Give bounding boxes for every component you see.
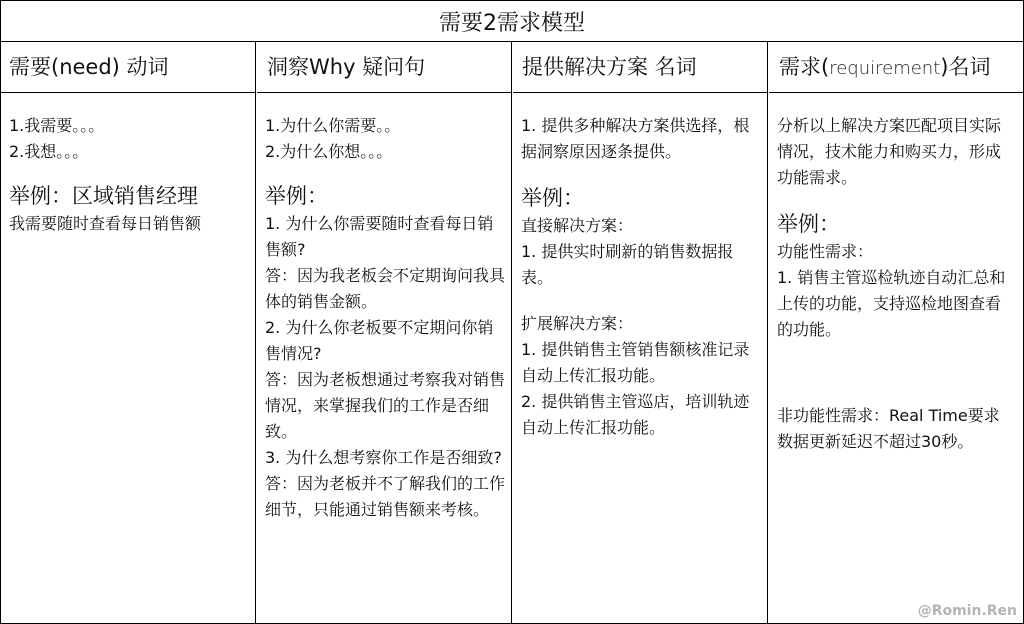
requirement-header-english: requirement [829, 58, 941, 79]
column-why [257, 42, 512, 623]
why-example-label: 举例： [265, 184, 328, 208]
watermark: @Romin.Ren [917, 603, 1017, 619]
why-qa-line: 2. 为什么你老板要不定期问你销售情况? [265, 318, 494, 363]
solution-example-label: 举例： [521, 186, 584, 210]
column-header-need: 需要(need) 动词 [1, 42, 255, 93]
why-qa-line: 1. 为什么你需要随时查看每日销售额? [265, 214, 494, 259]
need-example-text: 我需要随时查看每日销售额 [9, 214, 202, 233]
solution-intro: 1. 提供多种解决方案供选择，根据洞察原因逐条提供。 [521, 116, 750, 161]
extended-solution-label: 扩展解决方案： [521, 314, 634, 333]
column-body-requirement [769, 93, 1023, 455]
column-solution [513, 42, 768, 623]
why-item: 2.为什么你想。。。 [265, 142, 393, 161]
need-example-label: 举例：区域销售经理 [9, 184, 198, 208]
column-body-solution [513, 93, 767, 441]
why-item: 1.为什么你需要。。 [265, 116, 401, 135]
need-item: 1.我需要。。。 [9, 116, 105, 135]
why-qa-line: 答：因为老板想通过考察我对销售情况，来掌握我们的工作是否细致。 [265, 370, 506, 441]
extended-solution-item: 2. 提供销售主管巡店，培训轨迹自动上传汇报功能。 [521, 392, 750, 437]
column-body-why [257, 93, 511, 523]
why-qa-line: 答：因为老板并不了解我们的工作细节，只能通过销售额来考核。 [265, 474, 506, 519]
requirement-intro: 分析以上解决方案匹配项目实际情况，技术能力和购买力，形成功能需求。 [777, 116, 1002, 187]
column-body-need [1, 93, 255, 237]
functional-requirement-label: 功能性需求： [777, 242, 874, 261]
column-header-solution: 提供解决方案 名词 [513, 42, 767, 93]
column-requirement [769, 42, 1023, 623]
need-item: 2.我想。。。 [9, 142, 89, 161]
table-title: 需要2需求模型 [1, 1, 1023, 42]
column-need [1, 42, 256, 623]
requirement-header-prefix: 需求( [779, 55, 830, 79]
direct-solution-item: 1. 提供实时刷新的销售数据报表。 [521, 242, 734, 287]
column-header-requirement [769, 42, 1023, 93]
functional-requirement-text: 1. 销售主管巡检轨迹自动汇总和上传的功能，支持巡检地图查看的功能。 [777, 268, 1006, 339]
column-header-why: 洞察Why 疑问句 [257, 42, 511, 93]
extended-solution-item: 1. 提供销售主管销售额核准记录自动上传汇报功能。 [521, 340, 750, 385]
why-qa-line: 答：因为我老板会不定期询问我具体的销售金额。 [265, 266, 506, 311]
direct-solution-label: 直接解决方案： [521, 216, 634, 235]
requirement-header-suffix: )名词 [940, 55, 991, 79]
why-qa-line: 3. 为什么想考察你工作是否细致? [265, 448, 502, 467]
requirement-example-label: 举例： [777, 212, 840, 236]
nonfunctional-requirement-text: 非功能性需求：Real Time要求数据更新延迟不超过30秒。 [777, 406, 1000, 451]
